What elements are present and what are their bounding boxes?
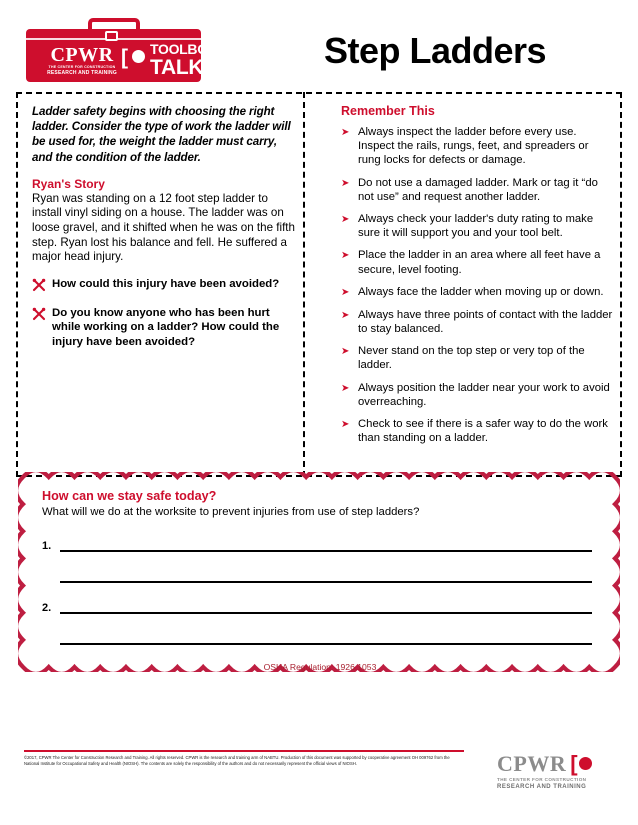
osha-regulation: OSHA Regulation: 1926.1053	[263, 662, 377, 672]
answer-row[interactable]	[42, 534, 598, 565]
remember-bullet-text: Do not use a damaged ladder. Mark or tag it “do not use” and request another ladder.	[358, 176, 598, 203]
answer-line[interactable]	[60, 643, 592, 645]
remember-bullet-text: Always check your ladder's duty rating to make sure it will support you and your tool belt.	[358, 213, 594, 240]
answer-row[interactable]	[42, 627, 598, 658]
logo-tagline-bold: RESEARCH AND TRAINING	[47, 70, 117, 76]
answer-line[interactable]	[60, 581, 592, 583]
remember-bullet	[341, 381, 613, 409]
right-column	[341, 104, 613, 453]
answer-row[interactable]	[42, 565, 598, 596]
footer-logo-cpwr: CPWR	[497, 751, 567, 776]
story-body: Ryan was standing on a 12 foot step ladder to install vinyl siding on a house. The ladder was on loose gravel, and it shifted when he was on the fifth step. Ryan lost his balance and fell. He suffered a major head injury.	[32, 191, 295, 264]
footer-logo-tagline-bold: RESEARCH AND TRAINING	[497, 784, 587, 790]
discussion-questions	[32, 277, 300, 349]
remember-bullet-text: Check to see if there is a safer way to do the work than standing on a ladder.	[358, 418, 608, 445]
action-box-subheading: What will we do at the worksite to prevent injuries from use of step ladders?	[42, 506, 420, 518]
answer-lines	[42, 534, 598, 658]
intro-text: Ladder safety begins with choosing the right ladder. Consider the type of work the ladder will be used for, the weight the ladder must carry, and the condition of the ladder.	[32, 105, 291, 164]
arrow-bullet-icon: ➤	[341, 177, 350, 189]
action-box-content	[42, 488, 598, 672]
logo-cpwr-block	[34, 45, 130, 77]
footer-cpwr-logo	[497, 752, 617, 791]
arrow-bullet-icon: ➤	[341, 309, 350, 321]
story-heading: Ryan's Story	[32, 176, 105, 191]
crossed-tools-icon	[32, 277, 52, 297]
page-title: Step Ladders	[323, 30, 547, 71]
remember-bullet	[341, 176, 613, 204]
action-box-heading: How can we stay safe today?	[42, 489, 217, 503]
logo-toolbox-text: TOOLBOX	[150, 41, 217, 57]
remember-bullet	[341, 308, 613, 336]
column-divider	[303, 92, 305, 477]
logo-bracket-icon: [	[121, 46, 128, 69]
footer-logo-tagline-small: THE CENTER FOR CONSTRUCTION	[497, 777, 587, 782]
logo-toolbox-talk-block	[150, 42, 217, 78]
footer-rule	[24, 750, 464, 752]
remember-bullet-text: Always position the ladder near your work to avoid overreaching.	[358, 381, 610, 408]
arrow-bullet-icon: ➤	[341, 250, 350, 262]
footer-logo-bracket-icon: [	[570, 751, 578, 776]
arrow-bullet-icon: ➤	[341, 286, 350, 298]
action-box	[18, 472, 620, 672]
question-text: How could this injury have been avoided?	[52, 277, 280, 290]
footer-logo-dot-icon	[579, 757, 592, 770]
answer-number: 2.	[42, 602, 52, 614]
remember-bullet	[341, 125, 613, 168]
remember-bullet	[341, 212, 613, 240]
answer-line[interactable]	[60, 550, 592, 552]
logo-dot-icon	[132, 50, 145, 63]
remember-bullet	[341, 417, 613, 445]
footer-logo-row	[497, 752, 617, 776]
crossed-tools-icon	[32, 306, 52, 349]
arrow-bullet-icon: ➤	[341, 346, 350, 358]
remember-bullet	[341, 248, 613, 276]
question-item	[32, 306, 300, 349]
logo-talk-text: TALK	[150, 56, 204, 79]
arrow-bullet-icon: ➤	[341, 382, 350, 394]
remember-bullet-text: Always inspect the ladder before every use. Inspect the rails, rungs, feet, and spreaders or rung locks for defects or damage.	[358, 126, 589, 167]
remember-bullet-text: Always face the ladder when moving up or down.	[358, 285, 604, 298]
arrow-bullet-icon: ➤	[341, 214, 350, 226]
left-column	[32, 104, 300, 358]
arrow-bullet-icon: ➤	[341, 127, 350, 138]
logo-tagline-small: THE CENTER FOR CONSTRUCTION	[48, 65, 116, 69]
page-header	[0, 0, 638, 92]
toolbox-latch-icon	[105, 31, 118, 41]
cpwr-toolbox-talk-logo	[26, 18, 217, 82]
remember-this-heading: Remember This	[341, 104, 435, 118]
arrow-bullet-icon: ➤	[341, 419, 350, 431]
remember-bullet-text: Place the ladder in an area where all feet have a secure, level footing.	[358, 249, 601, 276]
remember-bullet	[341, 285, 613, 300]
footer-copyright: ©2017, CPWR The Center for Construction Research and Training. All rights reserved. CPWR is the research and training arm of NABTU. Production of this document was supported by cooperative agreement OH 009762 from the National Institute for Occupational Safety and Health (NIOSH). The contents are solely the responsibility of the authors and do not necessarily represent the official views of NIOSH.	[24, 755, 450, 767]
answer-line[interactable]	[60, 612, 592, 614]
answer-number: 1.	[42, 540, 52, 552]
remember-bullet	[341, 344, 613, 372]
answer-row[interactable]	[42, 596, 598, 627]
remember-bullet-text: Always have three points of contact with the ladder to stay balanced.	[358, 308, 613, 336]
logo-cpwr-text: CPWR	[50, 44, 114, 66]
toolbox-body-icon	[26, 29, 217, 82]
question-item	[32, 277, 300, 297]
remember-bullet-text: Never stand on the top step or very top of the ladder.	[358, 345, 585, 372]
question-text: Do you know anyone who has been hurt while working on a ladder? How could the injury have been avoided?	[52, 306, 280, 348]
